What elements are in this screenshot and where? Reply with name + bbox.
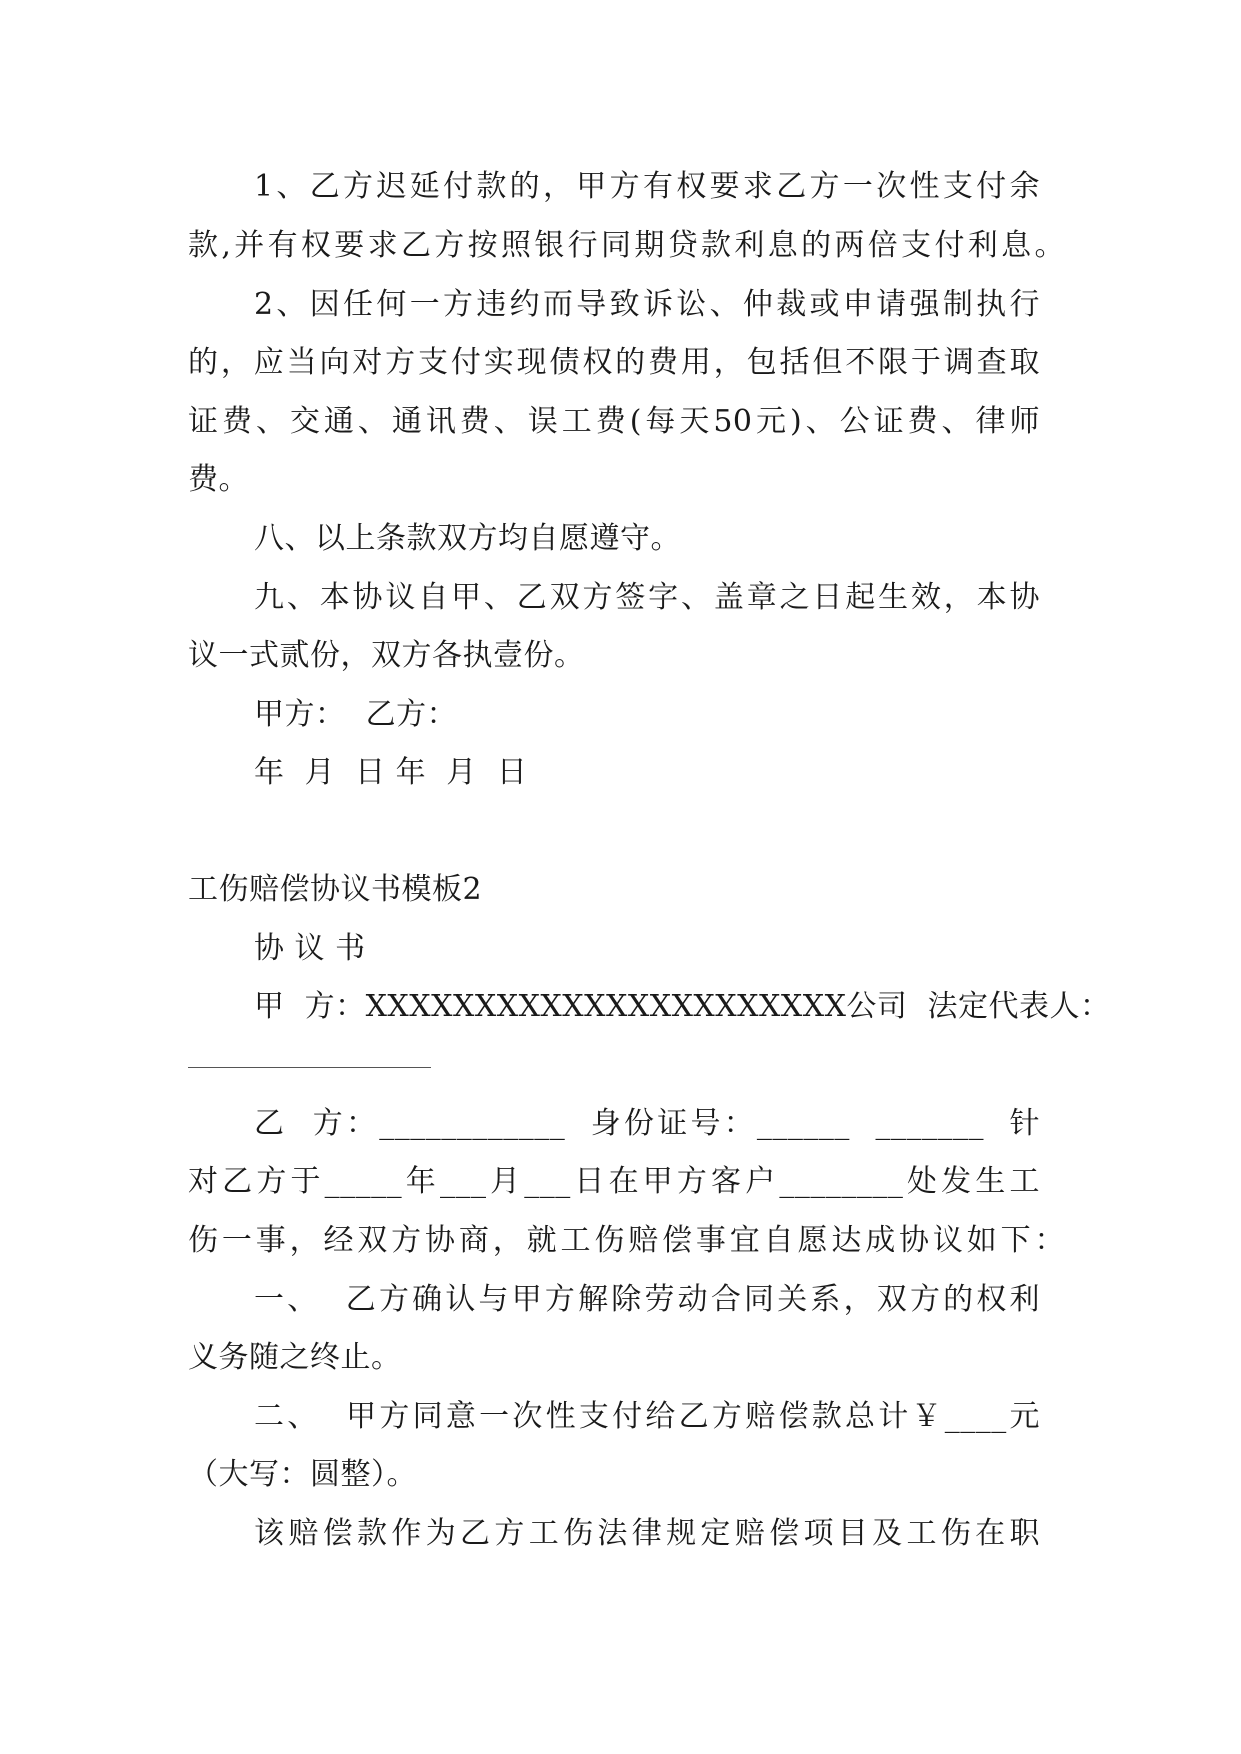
section-title: 工伤赔偿协议书模板2 bbox=[188, 872, 483, 907]
signature-parties: 甲方： 乙方： bbox=[254, 697, 458, 732]
text-line: 对乙方于_____年___月___日在甲方客户________处发生工 bbox=[188, 1164, 1040, 1199]
text-line: 款,并有权要求乙方按照银行同期贷款利息的两倍支付利息。 bbox=[188, 228, 1065, 263]
party-a-line: 甲 方：XXXXXXXXXXXXXXXXXXXXXX公司 法定代表人： bbox=[254, 989, 1111, 1024]
text-line: 证费、交通、通讯费、误工费(每天50元)、公证费、律师 bbox=[188, 404, 1040, 439]
text-line: 1、乙方迟延付款的，甲方有权要求乙方一次性支付余 bbox=[254, 169, 1040, 204]
signature-rule bbox=[188, 1067, 431, 1068]
text-line: 义务随之终止。 bbox=[188, 1340, 402, 1375]
text-line: 该赔偿款作为乙方工伤法律规定赔偿项目及工伤在职 bbox=[254, 1516, 1040, 1551]
clause-two: 二、 甲方同意一次性支付给乙方赔偿款总计￥____元 bbox=[254, 1399, 1040, 1434]
signature-dates: 年 月 日 年 月 日 bbox=[254, 755, 528, 790]
clause-one: 一、 乙方确认与甲方解除劳动合同关系，双方的权利 bbox=[254, 1282, 1040, 1317]
text-line: 费。 bbox=[188, 462, 249, 497]
text-line: 的，应当向对方支付实现债权的费用，包括但不限于调查取 bbox=[188, 345, 1040, 380]
text-line: （大写：圆整）。 bbox=[188, 1457, 417, 1492]
text-line: 2、因任何一方违约而导致诉讼、仲裁或申请强制执行 bbox=[254, 287, 1040, 322]
text-line: 伤一事，经双方协商，就工伤赔偿事宜自愿达成协议如下： bbox=[188, 1223, 1065, 1258]
text-line: 八、以上条款双方均自愿遵守。 bbox=[254, 521, 681, 556]
agreement-heading: 协 议 书 bbox=[254, 931, 366, 966]
text-line: 九、本协议自甲、乙双方签字、盖章之日起生效，本协 bbox=[254, 580, 1040, 615]
text-line: 议一式贰份，双方各执壹份。 bbox=[188, 638, 585, 673]
party-b-line: 乙 方：____________ 身份证号：______ _______ 针 bbox=[254, 1106, 1040, 1141]
